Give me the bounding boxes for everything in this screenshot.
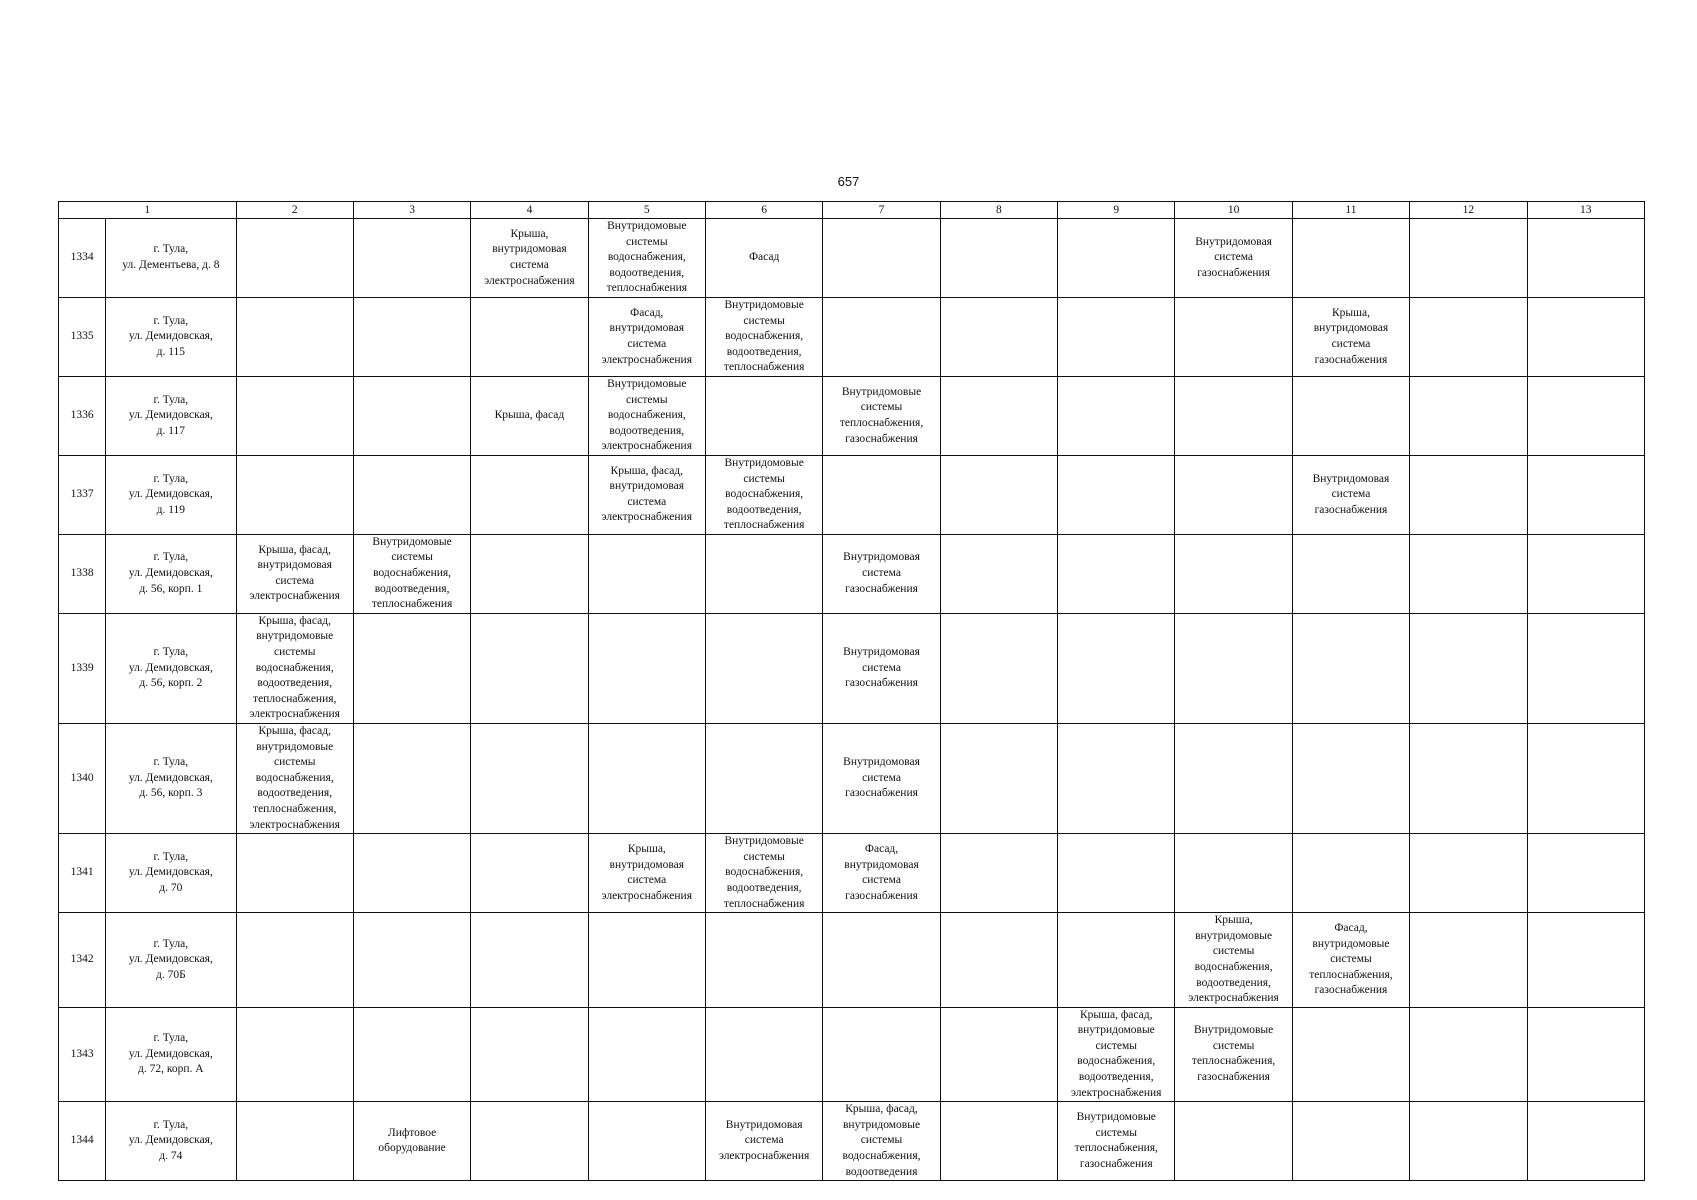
address-cell: [106, 297, 236, 376]
work-cell-col-7: [823, 376, 940, 455]
work-cell-col-7: [823, 913, 940, 1008]
work-cell-col-10: [1175, 834, 1292, 913]
address-text: г. Тула, ул. Демидовская, д. 72, корп. А: [128, 1032, 213, 1076]
work-text: Фасад, внутридомовая система газоснабжения: [844, 842, 919, 902]
work-text: Крыша, фасад, внутридомовая система электроснабжения: [249, 543, 340, 603]
work-cell-col-2: [236, 455, 353, 534]
work-cell-col-3: [353, 376, 470, 455]
work-text: Крыша, фасад, внутридомовые системы водоснабжения, водоотведения, теплоснабжения, электроснабжения: [249, 725, 340, 831]
work-cell-col-4: [471, 724, 588, 834]
work-cell-col-9: [1058, 455, 1175, 534]
table-body: [59, 219, 1645, 1181]
work-cell-col-3: [353, 297, 470, 376]
work-cell-col-9: [1058, 1007, 1175, 1102]
row-number: 1337: [59, 455, 106, 534]
work-cell-col-5: [588, 534, 705, 613]
work-cell-col-9: [1058, 534, 1175, 613]
work-cell-col-7: [823, 455, 940, 534]
work-cell-col-6: [705, 1007, 822, 1102]
table-row: [59, 724, 1645, 834]
work-cell-col-12: [1410, 834, 1527, 913]
address-text: г. Тула, ул. Демидовская, д. 74: [128, 1118, 213, 1163]
work-cell-col-12: [1410, 1102, 1527, 1181]
work-cell-col-7: [823, 1007, 940, 1102]
work-cell-col-2: [236, 1102, 353, 1181]
work-cell-col-6: [705, 219, 822, 298]
work-cell-col-8: [940, 1007, 1057, 1102]
work-text: Внутридомовая система газоснабжения: [1312, 472, 1390, 516]
work-text: Крыша, фасад, внутридомовые системы водоснабжения, водоотведения, электроснабжения: [1071, 1008, 1162, 1099]
address-text: г. Тула, ул. Демидовская, д. 117: [128, 393, 213, 437]
address-text: г. Тула, ул. Демидовская, д. 70Б: [128, 937, 213, 981]
column-header-10: 10: [1175, 202, 1292, 219]
work-cell-col-11: [1292, 1102, 1409, 1181]
column-header-8: 8: [940, 202, 1057, 219]
work-cell-col-11: [1292, 1007, 1409, 1102]
work-cell-col-13: [1527, 913, 1645, 1008]
work-cell-col-8: [940, 913, 1057, 1008]
row-number: 1339: [59, 613, 106, 723]
work-cell-col-7: [823, 1102, 940, 1181]
work-cell-col-10: [1175, 534, 1292, 613]
work-cell-col-12: [1410, 376, 1527, 455]
work-text: Внутридомовые системы водоснабжения, водоотведения, теплоснабжения: [723, 456, 805, 532]
work-cell-col-13: [1527, 724, 1645, 834]
work-cell-col-8: [940, 613, 1057, 723]
work-text: Внутридомовая система газоснабжения: [843, 551, 920, 595]
work-cell-col-3: [353, 534, 470, 613]
work-cell-col-13: [1527, 376, 1645, 455]
work-text: Внутридомовые системы теплоснабжения, газоснабжения: [1191, 1024, 1276, 1084]
work-cell-col-11: [1292, 534, 1409, 613]
work-cell-col-10: [1175, 297, 1292, 376]
work-text: Внутридомовые системы водоснабжения, водоотведения, теплоснабжения: [606, 220, 688, 295]
work-cell-col-9: [1058, 724, 1175, 834]
table-row: [59, 913, 1645, 1008]
column-header-2: 2: [236, 202, 353, 219]
row-number: 1334: [59, 219, 106, 298]
work-cell-col-9: [1058, 1102, 1175, 1181]
row-number: 1336: [59, 376, 106, 455]
address-text: г. Тула, ул. Демидовская, д. 115: [128, 314, 213, 358]
work-cell-col-7: [823, 724, 940, 834]
work-cell-col-10: [1175, 1102, 1292, 1181]
work-cell-col-11: [1292, 376, 1409, 455]
work-cell-col-4: [471, 376, 588, 455]
address-text: г. Тула, ул. Демидовская, д. 56, корп. 1: [128, 551, 213, 595]
address-text: г. Тула, ул. Демидовская, д. 119: [128, 472, 213, 516]
table-row: [59, 534, 1645, 613]
work-cell-col-3: [353, 1102, 470, 1181]
work-cell-col-12: [1410, 297, 1527, 376]
work-text: Крыша, фасад, внутридомовая система электроснабжения: [601, 464, 692, 524]
table-row: [59, 376, 1645, 455]
work-cell-col-11: [1292, 834, 1409, 913]
work-text: Крыша, фасад: [494, 409, 565, 422]
work-cell-col-12: [1410, 724, 1527, 834]
work-cell-col-7: [823, 219, 940, 298]
work-cell-col-13: [1527, 613, 1645, 723]
work-cell-col-13: [1527, 834, 1645, 913]
work-cell-col-11: [1292, 219, 1409, 298]
work-cell-col-12: [1410, 534, 1527, 613]
work-cell-col-8: [940, 724, 1057, 834]
page-number: 657: [837, 174, 860, 189]
work-cell-col-4: [471, 455, 588, 534]
work-text: Внутридомовые системы водоснабжения, водоотведения, электроснабжения: [601, 377, 692, 453]
column-header-6: 6: [705, 202, 822, 219]
work-cell-col-3: [353, 724, 470, 834]
work-cell-col-5: [588, 1102, 705, 1181]
work-cell-col-13: [1527, 1007, 1645, 1102]
work-cell-col-4: [471, 834, 588, 913]
work-text: Внутридомовая система электроснабжения: [718, 1118, 810, 1163]
work-cell-col-5: [588, 724, 705, 834]
work-cell-col-6: [705, 913, 822, 1008]
work-text: Внутридомовая система газоснабжения: [843, 646, 920, 690]
address-text: г. Тула, ул. Демидовская, д. 70: [128, 850, 213, 894]
address-cell: [106, 534, 236, 613]
work-cell-col-9: [1058, 297, 1175, 376]
work-cell-col-4: [471, 1007, 588, 1102]
work-cell-col-13: [1527, 534, 1645, 613]
work-text: Фасад: [748, 251, 780, 264]
work-cell-col-5: [588, 219, 705, 298]
column-header-7: 7: [823, 202, 940, 219]
work-cell-col-5: [588, 297, 705, 376]
row-number: 1340: [59, 724, 106, 834]
work-cell-col-8: [940, 376, 1057, 455]
column-header-11: 11: [1292, 202, 1409, 219]
capital-repair-schedule-table: [58, 201, 1645, 1181]
work-text: Внутридомовая система газоснабжения: [843, 756, 920, 800]
table-row: [59, 455, 1645, 534]
address-cell: [106, 455, 236, 534]
work-cell-col-12: [1410, 913, 1527, 1008]
work-text: Внутридомовая система газоснабжения: [1195, 235, 1272, 279]
work-cell-col-10: [1175, 724, 1292, 834]
work-cell-col-2: [236, 913, 353, 1008]
work-cell-col-8: [940, 455, 1057, 534]
work-cell-col-12: [1410, 219, 1527, 298]
work-cell-col-8: [940, 834, 1057, 913]
work-cell-col-6: [705, 297, 822, 376]
table-row: [59, 613, 1645, 723]
work-cell-col-13: [1527, 219, 1645, 298]
work-cell-col-9: [1058, 834, 1175, 913]
work-text: Внутридомовые системы водоснабжения, водоотведения, теплоснабжения: [723, 835, 805, 910]
work-cell-col-5: [588, 913, 705, 1008]
work-cell-col-8: [940, 1102, 1057, 1181]
address-text: г. Тула, ул. Дементьева, д. 8: [122, 243, 220, 271]
work-cell-col-2: [236, 534, 353, 613]
address-cell: [106, 834, 236, 913]
address-cell: [106, 1007, 236, 1102]
address-text: г. Тула, ул. Демидовская, д. 56, корп. 3: [128, 756, 213, 800]
work-cell-col-12: [1410, 1007, 1527, 1102]
row-number: 1338: [59, 534, 106, 613]
work-text: Внутридомовые системы теплоснабжения, газоснабжения: [1074, 1111, 1158, 1170]
table-row: [59, 834, 1645, 913]
work-text: Внутридомовые системы теплоснабжения, газоснабжения: [839, 385, 924, 445]
work-cell-col-4: [471, 297, 588, 376]
row-number: 1342: [59, 913, 106, 1008]
work-cell-col-11: [1292, 455, 1409, 534]
work-cell-col-9: [1058, 376, 1175, 455]
address-cell: [106, 724, 236, 834]
work-cell-col-10: [1175, 613, 1292, 723]
work-cell-col-5: [588, 834, 705, 913]
work-cell-col-4: [471, 534, 588, 613]
work-cell-col-11: [1292, 913, 1409, 1008]
work-cell-col-13: [1527, 455, 1645, 534]
work-text: Крыша, фасад, внутридомовые системы водоснабжения, водоотведения, теплоснабжения, электроснабжения: [249, 614, 340, 721]
address-cell: [106, 913, 236, 1008]
work-cell-col-6: [705, 455, 822, 534]
work-cell-col-3: [353, 834, 470, 913]
address-cell: [106, 613, 236, 723]
work-cell-col-3: [353, 455, 470, 534]
work-cell-col-13: [1527, 1102, 1645, 1181]
address-cell: [106, 376, 236, 455]
work-cell-col-6: [705, 834, 822, 913]
table-row: [59, 1007, 1645, 1102]
work-cell-col-5: [588, 376, 705, 455]
work-cell-col-2: [236, 834, 353, 913]
work-cell-col-3: [353, 1007, 470, 1102]
row-number: 1344: [59, 1102, 106, 1181]
work-cell-col-12: [1410, 613, 1527, 723]
work-cell-col-6: [705, 534, 822, 613]
address-text: г. Тула, ул. Демидовская, д. 56, корп. 2: [128, 646, 213, 690]
work-cell-col-4: [471, 613, 588, 723]
work-cell-col-7: [823, 297, 940, 376]
work-cell-col-7: [823, 534, 940, 613]
column-header-1: 1: [59, 202, 237, 219]
work-cell-col-4: [471, 219, 588, 298]
column-header-3: 3: [353, 202, 470, 219]
work-cell-col-4: [471, 1102, 588, 1181]
column-header-4: 4: [471, 202, 588, 219]
work-cell-col-2: [236, 1007, 353, 1102]
work-cell-col-8: [940, 534, 1057, 613]
work-cell-col-12: [1410, 455, 1527, 534]
table-row: [59, 219, 1645, 298]
work-text: Крыша, внутридомовая система газоснабжения: [1313, 306, 1389, 366]
work-cell-col-2: [236, 297, 353, 376]
work-cell-col-7: [823, 613, 940, 723]
work-cell-col-13: [1527, 297, 1645, 376]
work-cell-col-11: [1292, 297, 1409, 376]
column-header-12: 12: [1410, 202, 1527, 219]
work-cell-col-6: [705, 376, 822, 455]
work-text: Фасад, внутридомовая система электроснабжения: [601, 306, 692, 366]
work-cell-col-5: [588, 455, 705, 534]
work-cell-col-10: [1175, 913, 1292, 1008]
work-cell-col-8: [940, 219, 1057, 298]
work-text: Крыша, фасад, внутридомовые системы водоснабжения, водоотведения: [842, 1103, 921, 1178]
work-cell-col-2: [236, 724, 353, 834]
work-text: Внутридомовые системы водоснабжения, водоотведения, теплоснабжения: [371, 535, 453, 611]
work-cell-col-9: [1058, 219, 1175, 298]
table-row: [59, 297, 1645, 376]
work-cell-col-11: [1292, 724, 1409, 834]
work-text: Крыша, внутридомовая система электроснабжения: [601, 842, 692, 902]
work-text: Фасад, внутридомовые системы теплоснабжения, газоснабжения: [1309, 921, 1393, 997]
column-header-5: 5: [588, 202, 705, 219]
work-cell-col-10: [1175, 455, 1292, 534]
work-cell-col-8: [940, 297, 1057, 376]
work-cell-col-2: [236, 376, 353, 455]
work-cell-col-3: [353, 613, 470, 723]
work-cell-col-6: [705, 724, 822, 834]
row-number: 1341: [59, 834, 106, 913]
work-text: Крыша, внутридомовые системы водоснабжения, водоотведения, электроснабжения: [1188, 914, 1279, 1005]
work-cell-col-10: [1175, 219, 1292, 298]
row-number: 1343: [59, 1007, 106, 1102]
row-number: 1335: [59, 297, 106, 376]
address-cell: [106, 219, 236, 298]
work-cell-col-5: [588, 1007, 705, 1102]
work-cell-col-6: [705, 1102, 822, 1181]
work-cell-col-9: [1058, 913, 1175, 1008]
work-cell-col-10: [1175, 1007, 1292, 1102]
column-header-9: 9: [1058, 202, 1175, 219]
work-cell-col-4: [471, 913, 588, 1008]
work-cell-col-2: [236, 219, 353, 298]
address-cell: [106, 1102, 236, 1181]
table-header-row: [59, 202, 1645, 219]
work-cell-col-5: [588, 613, 705, 723]
work-cell-col-6: [705, 613, 822, 723]
work-cell-col-3: [353, 913, 470, 1008]
work-text: Лифтовое оборудование: [378, 1126, 446, 1155]
work-cell-col-2: [236, 613, 353, 723]
work-cell-col-9: [1058, 613, 1175, 723]
table-row: [59, 1102, 1645, 1181]
work-cell-col-11: [1292, 613, 1409, 723]
work-text: Крыша, внутридомовая система электроснабжения: [484, 227, 575, 287]
column-header-13: 13: [1527, 202, 1645, 219]
work-cell-col-3: [353, 219, 470, 298]
work-cell-col-10: [1175, 376, 1292, 455]
work-text: Внутридомовые системы водоснабжения, водоотведения, теплоснабжения: [723, 298, 805, 374]
work-cell-col-7: [823, 834, 940, 913]
